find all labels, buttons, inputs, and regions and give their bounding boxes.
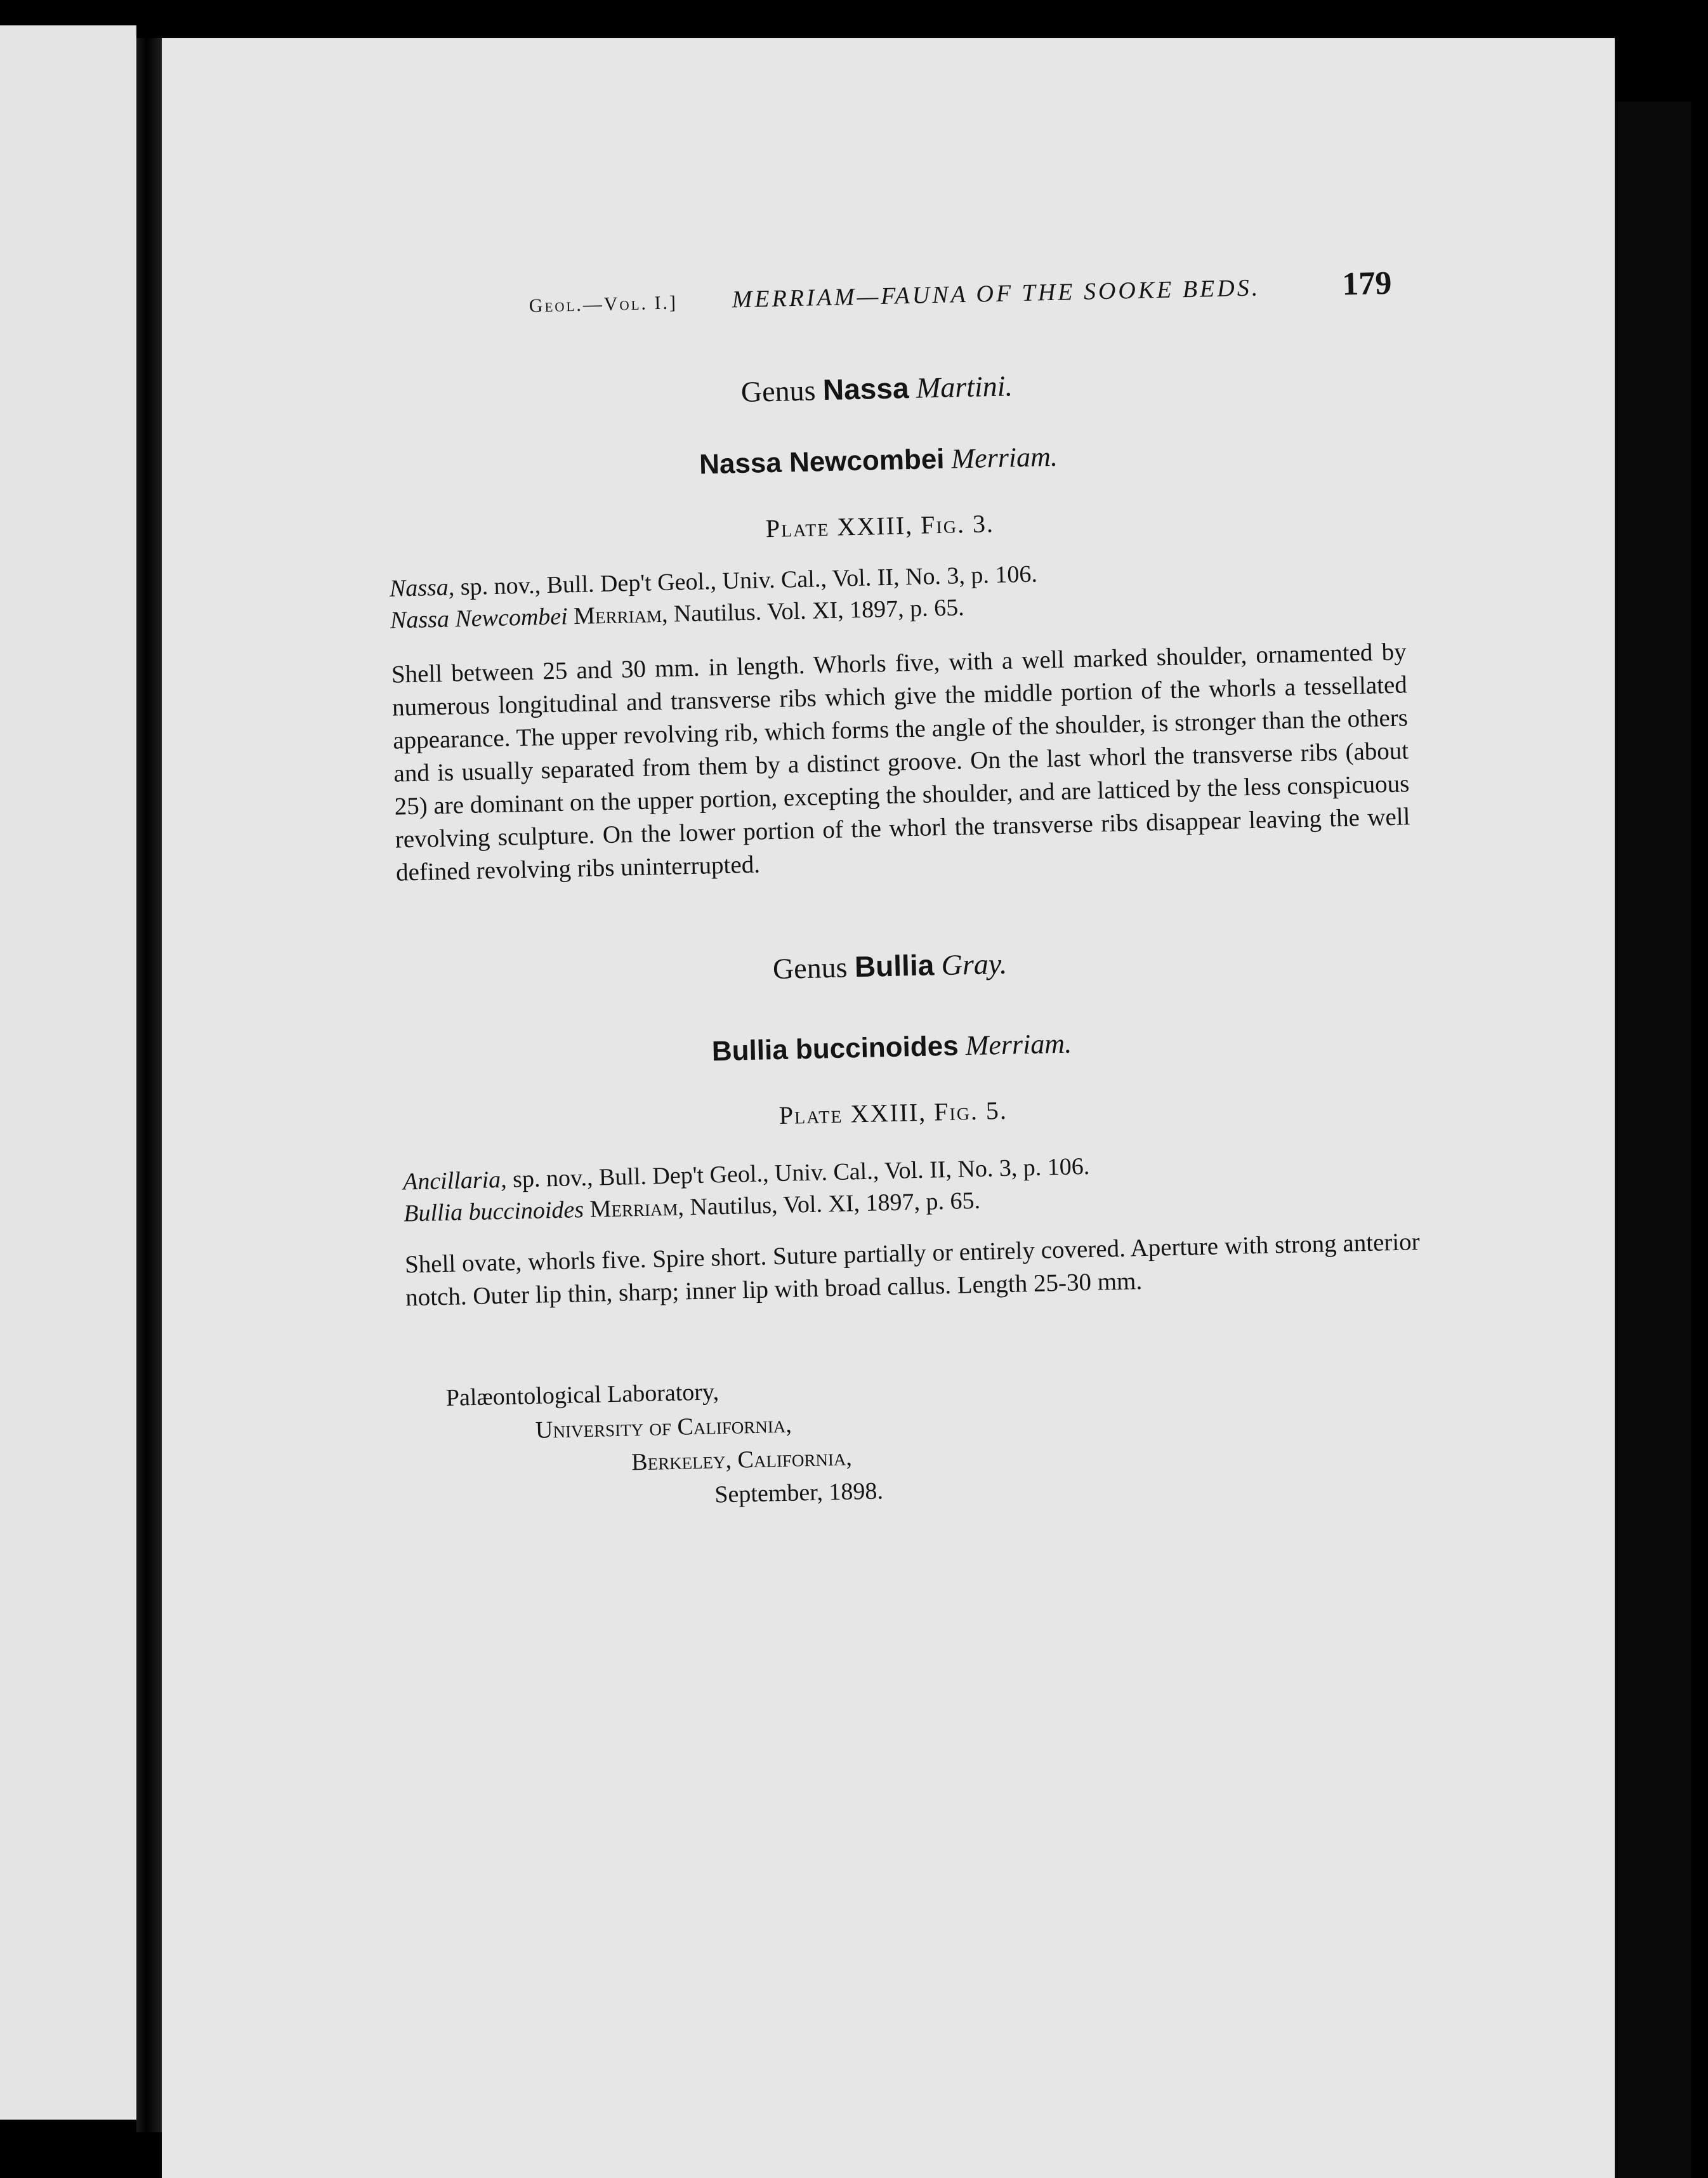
plate-reference-bullia: Plate XXIII, Fig. 5.	[778, 1095, 1008, 1130]
genus-heading-nassa	[150, 355, 1604, 422]
description-nassa: Shell between 25 and 30 mm. in length. Whorls five, with a well marked shoulder, ornamented by numerous longitudinal and transverse ribs which give the middle portion of the whorls a tessellated appearance. The upper revolving rib, which forms the angle of the shoulder, is stronger than the others and is usually separated from them by a distinct groove. On the last whorl the transverse ribs (about 25) are dominant on the upper portion, excepting the shoulder, and are latticed by the less conspicuous revolving sculpture. On the lower portion of the whorl the transverse ribs disappear leaving the well defined revolving ribs uninterrupted.	[391, 638, 1410, 887]
synonym-citation: Nautilus. Vol. XI, 1897, p. 65.	[667, 594, 965, 628]
genus-author: Martini.	[916, 369, 1013, 404]
species-heading-nassa	[152, 428, 1605, 493]
synonym-citation: sp. nov., Bull. Dep't Geol., Univ. Cal., Vol. II, No. 3, p. 106.	[506, 1152, 1090, 1193]
synonym-author: Merriam,	[583, 1194, 685, 1224]
synonym-name: Nassa,	[389, 574, 455, 602]
signature-date: September, 1898.	[714, 1477, 884, 1508]
synonym-citation: sp. nov., Bull. Dep't Geol., Univ. Cal., Vol. II, No. 3, p. 106.	[454, 560, 1038, 601]
genus-prefix: Genus	[740, 374, 816, 409]
genus-name: Bullia	[854, 948, 935, 984]
page-number: 179	[1341, 265, 1393, 303]
species-author: Merriam.	[950, 440, 1058, 475]
species-heading-bullia	[165, 1015, 1619, 1080]
synonym-citation: Nautilus, Vol. XI, 1897, p. 65.	[683, 1187, 981, 1221]
signature-line-3: Berkeley, California,	[631, 1444, 853, 1476]
facing-page-edge	[0, 25, 136, 2120]
synonym-name: Nassa Newcombei	[390, 603, 568, 634]
synonym-name: Ancillaria,	[402, 1166, 508, 1196]
genus-author: Gray.	[941, 947, 1008, 982]
species-name: Nassa Newcombei	[699, 443, 945, 480]
page-content	[143, 22, 1644, 2178]
plate-reference-nassa: Plate XXIII, Fig. 3.	[765, 509, 995, 543]
genus-heading-bullia	[163, 932, 1617, 1000]
species-author: Merriam.	[965, 1027, 1072, 1062]
genus-name: Nassa	[822, 371, 910, 407]
header-volume: Geol.—Vol. I.]	[529, 292, 678, 317]
synonym-author: Merriam,	[567, 600, 668, 630]
signature-line-1: Palæontological Laboratory,	[445, 1378, 719, 1412]
page	[162, 38, 1615, 2178]
synonym-name: Bullia buccinoides	[403, 1196, 584, 1227]
genus-prefix: Genus	[772, 951, 848, 986]
species-name: Bullia buccinoides	[711, 1030, 959, 1067]
signature-line-2: University of California,	[535, 1411, 792, 1444]
description-bullia: Shell ovate, whorls five. Spire short. Suture partially or entirely covered. Aperture with strong anterior notch. Outer lip thin, sharp; inner lip with broad callus. Length 25-30 mm.	[404, 1228, 1421, 1312]
header-title: MERRIAM—FAUNA OF THE SOOKE BEDS.	[732, 274, 1261, 314]
running-header	[529, 265, 1393, 329]
